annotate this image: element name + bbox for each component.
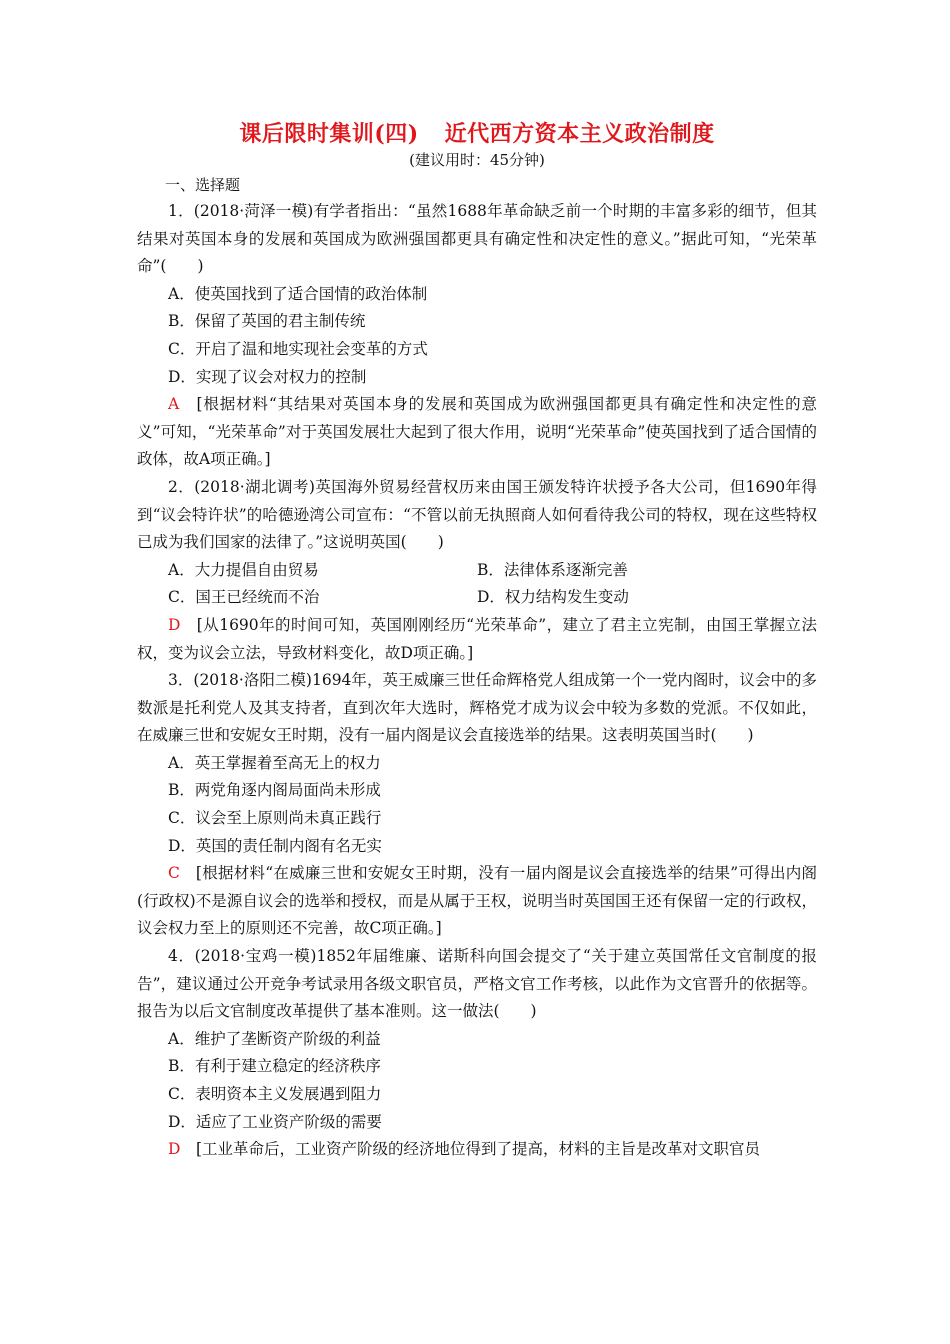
option-d: D．英国的责任制内阁有名无实 [168,836,382,855]
explanation-text: [根据材料“其结果对英国本身的发展和英国成为欧洲强国都更具有确定性和决定性的意义”可知，“光荣革命”对于英国发展壮大起到了很大作用，说明“光荣革命”使英国找到了适合国情的政体，故A项正确。] [137,395,817,469]
option-d: D．适应了工业资产阶级的需要 [168,1112,382,1131]
option-d: D．实现了议会对权力的控制 [168,367,367,386]
option-a: A．维护了垄断资产阶级的利益 [168,1029,381,1048]
question-stem: 4．(2018·宝鸡一模)1852年届维廉、诺斯科向国会提交了“关于建立英国常任文官制度的报告”，建议通过公开竞争考试录用各级文职官员，严格文官工作考核，以此作为文官晋升的依据等。报告为以后文官制度改革提供了基本准则。这一做法( ) [137,947,817,1021]
question-stem: 2．(2018·湖北调考)英国海外贸易经营权历来由国王颁发特许状授予各大公司，但1690年得到“议会特许状”的哈德逊湾公司宣布：“不管以前无执照商人如何看待我公司的特权，现在这些特权已成为我们国家的法律了。”这说明英国( ) [137,477,817,552]
option-c: C．表明资本主义发展遇到阻力 [168,1085,382,1103]
option-d: D．权力结构发生变动 [477,588,629,607]
answer-letter: D [168,1140,181,1159]
option-b: B．保留了英国的君主制传统 [168,312,366,331]
explanation-text: [工业革命后，工业资产阶级的经济地位得到了提高，材料的主旨是改革对文职官员 [180,1140,760,1159]
title-right: 近代西方资本主义政治制度 [444,121,715,147]
suggested-time: (建议用时：45分钟) [409,151,545,169]
answer-explanation [137,391,817,474]
option-b: B．两党角逐内阁局面尚未形成 [168,781,381,800]
explanation-text: [从1690年的时间可知，英国刚刚经历“光荣革命”，建立了君主立宪制，由国王掌握立法权，变为议会立法，导致材料变化，故D项正确。] [137,615,817,662]
worksheet-page [137,118,817,1164]
option-b: B．法律体系逐渐完善 [477,560,628,579]
options-row [137,557,817,585]
question-stem: 1．(2018·菏泽一模)有学者指出：“虽然1688年革命缺乏前一个时期的丰富多彩的细节，但其结果对英国本身的发展和英国成为欧洲强国都更具有确定性和决定性的意义。”据此可知，“光荣革命”( ) [137,202,817,276]
option-a: A．使英国找到了适合国情的政治体制 [168,284,428,303]
options-row [137,584,817,612]
question-1 [137,198,817,474]
answer-letter: C [168,864,180,883]
question-2 [137,474,817,667]
option-c: C．国王已经统而不治 [168,588,320,607]
option-c: C．议会至上原则尚未真正践行 [168,809,382,828]
option-c: C．开启了温和地实现社会变革的方式 [168,339,428,358]
question-4 [137,943,817,1164]
option-b: B．有利于建立稳定的经济秩序 [168,1057,381,1076]
answer-explanation [137,860,817,943]
explanation-text: [根据材料“在威廉三世和安妮女王时期，没有一届内阁是议会直接选举的结果”可得出内阁(行政权)不是源自议会的选举和授权，而是从属于王权，说明当时英国国王还有保留一定的行政权，议会权力至上的原则还不完善，故C项正确。] [137,864,817,938]
answer-letter: A [168,395,180,414]
option-a: A．英王掌握着至高无上的权力 [168,753,381,772]
question-stem: 3．(2018·洛阳二模)1694年，英王威廉三世任命辉格党人组成第一个一党内阁时，议会中的多数派是托利党人及其支持者，直到次年大选时，辉格党才成为议会中较为多数的党派。不仅如此，在威廉三世和安妮女王时期，没有一届内阁是议会直接选举的结果。这表明英国当时( ) [137,671,817,745]
page-title [137,118,817,150]
answer-explanation [137,612,817,667]
answer-explanation [137,1136,817,1164]
answer-letter: D [168,615,181,634]
section-heading: 一、选择题 [165,176,241,194]
option-a: A．大力提倡自由贸易 [168,560,319,579]
title-left: 课后限时集训(四) [239,121,419,147]
question-3 [137,667,817,943]
